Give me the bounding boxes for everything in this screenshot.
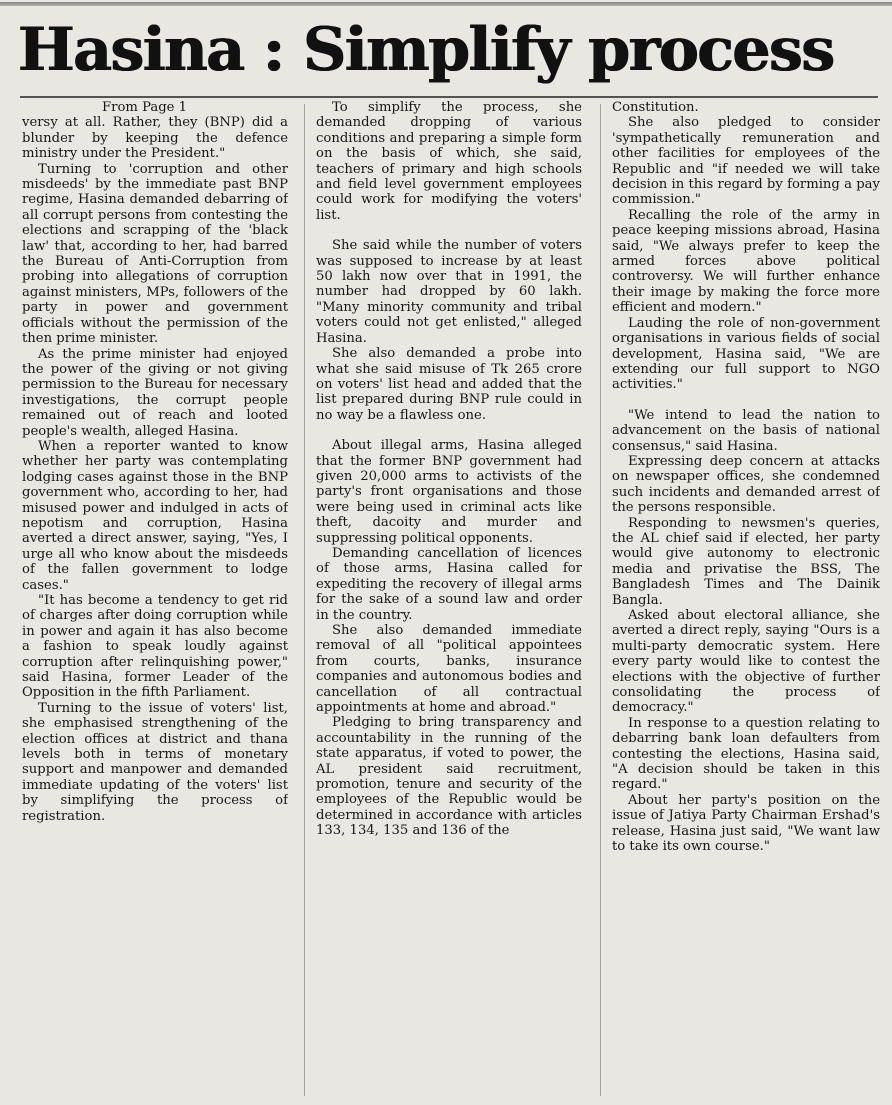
paragraph: Pledging to bring transparency and accountability in the running of the state apparatus, if voted to power, the AL president said recruitment, promotion, tenure and security of the employees of the Republic would be determined in accordance with articles 133, 134, 135 and 136 of the — [316, 715, 582, 839]
paragraph: "We intend to lead the nation to advancement on the basis of national consensus," said Hasina. — [612, 407, 880, 454]
jump-line: From Page 1 — [102, 100, 188, 115]
paragraph: She also demanded immediate removal of all "political appointees from courts, banks, insurance companies and autonomous bodies and cancellation of all contractual appointments at home and abroad." — [316, 623, 582, 716]
article-column-3 — [612, 100, 880, 1100]
paragraph: She said while the number of voters was supposed to increase by at least 50 lakh now over that in 1991, the number had dropped by 60 lakh. "Many minority community and tribal voters could not get enlisted," alleged Hasina. — [316, 238, 582, 346]
paragraph: In response to a question relating to debarring bank loan defaulters from contesting the elections, Hasina said, "A decision should be taken in this regard." — [612, 715, 880, 793]
paragraph: Turning to the issue of voters' list, she emphasised strengthening of the election offices at district and thana levels both in terms of monetary support and manpower and demanded immediate updating of the voters' list by simplifying the process of registration. — [22, 700, 288, 824]
paragraph: Recalling the role of the army in peace keeping missions abroad, Hasina said, "We always prefer to keep the armed forces above political controversy. We will further enhance their image by making the force more efficient and modern." — [612, 207, 880, 316]
paragraph: Responding to newsmen's queries, the AL chief said if elected, her party would give autonomy to electronic media and privatise the BSS, The Bangladesh Times and The Dainik Bangla. — [612, 515, 880, 608]
top-rule — [0, 2, 892, 6]
paragraph: Demanding cancellation of licences of those arms, Hasina called for expediting the recovery of illegal arms for the sake of a sound law and order in the country. — [316, 545, 582, 623]
headline: Hasina : Simplify process — [18, 15, 834, 85]
paragraph: To simplify the process, she demanded dropping of various conditions and preparing a simple form on the basis of which, she said, teachers of primary and high schools and field level government employees could work for modifying the voters' list. — [316, 100, 582, 223]
paragraph: Lauding the role of non-government organisations in various fields of social development, Hasina said, "We are extending our full support to NGO activities." — [612, 315, 880, 393]
article-column-2 — [316, 100, 582, 1100]
paragraph: versy at all. Rather, they (BNP) did a blunder by keeping the defence ministry under the President." — [22, 115, 288, 162]
paragraph: When a reporter wanted to know whether her party was contemplating lodging cases against those in the BNP government who, according to her, had misused power and indulged in acts of nepotism and corruption, Hasina averted a direct answer, saying, "Yes, I urge all who know about the misdeeds of the fallen government to lodge cases." — [22, 438, 288, 593]
article-column-1 — [22, 100, 288, 1100]
paragraph: About her party's position on the issue of Jatiya Party Chairman Ershad's release, Hasina just said, "We want law to take its own course." — [612, 792, 880, 855]
paragraph: Expressing deep concern at attacks on newspaper offices, she condemned such incidents and demanded arrest of the persons responsible. — [612, 453, 880, 516]
column-rule-1 — [304, 104, 305, 1096]
paragraph: Constitution. — [612, 100, 699, 115]
paragraph: She also demanded a probe into what she said misuse of Tk 265 crore on voters' list head and added that the list prepared during BNP rule could in no way be a flawless one. — [316, 346, 582, 423]
paragraph: "It has become a tendency to get rid of charges after doing corruption while in power and again it has also become a fashion to speak loudly against corruption after relinquishing power," said Hasina, former Leader of the Opposition in the fifth Parliament. — [22, 593, 288, 701]
paragraph: About illegal arms, Hasina alleged that the former BNP government had given 20,000 arms to activists of the party's front organisations and those were being used in criminal acts like theft, dacoity and murder and suppressing political opponents. — [316, 438, 582, 546]
paragraph: As the prime minister had enjoyed the power of the giving or not giving permission to the Bureau for necessary investigations, the corrupt people remained out of reach and looted people's wealth, alleged Hasina. — [22, 346, 288, 439]
paragraph: She also pledged to consider 'sympathetically remuneration and other facilities for employees of the Republic and "if needed we will take decision in this regard by forming a pay commission." — [612, 115, 880, 208]
paragraph: Asked about electoral alliance, she averted a direct reply, saying "Ours is a multi-party democratic system. Here every party would like to contest the elections with the objective of further consolidating the process of democracy." — [612, 608, 880, 716]
column-rule-2 — [600, 104, 601, 1096]
headline-rule — [20, 96, 878, 98]
paragraph: Turning to 'corruption and other misdeeds' by the immediate past BNP regime, Hasina demanded debarring of all corrupt persons from contesting the elections and scrapping of the 'black law' that, according to her, had barred the Bureau of Anti-Corruption from probing into allegations of corruption against ministers, MPs, followers of the party in power and government officials without the permission of the then prime minister. — [22, 161, 288, 347]
